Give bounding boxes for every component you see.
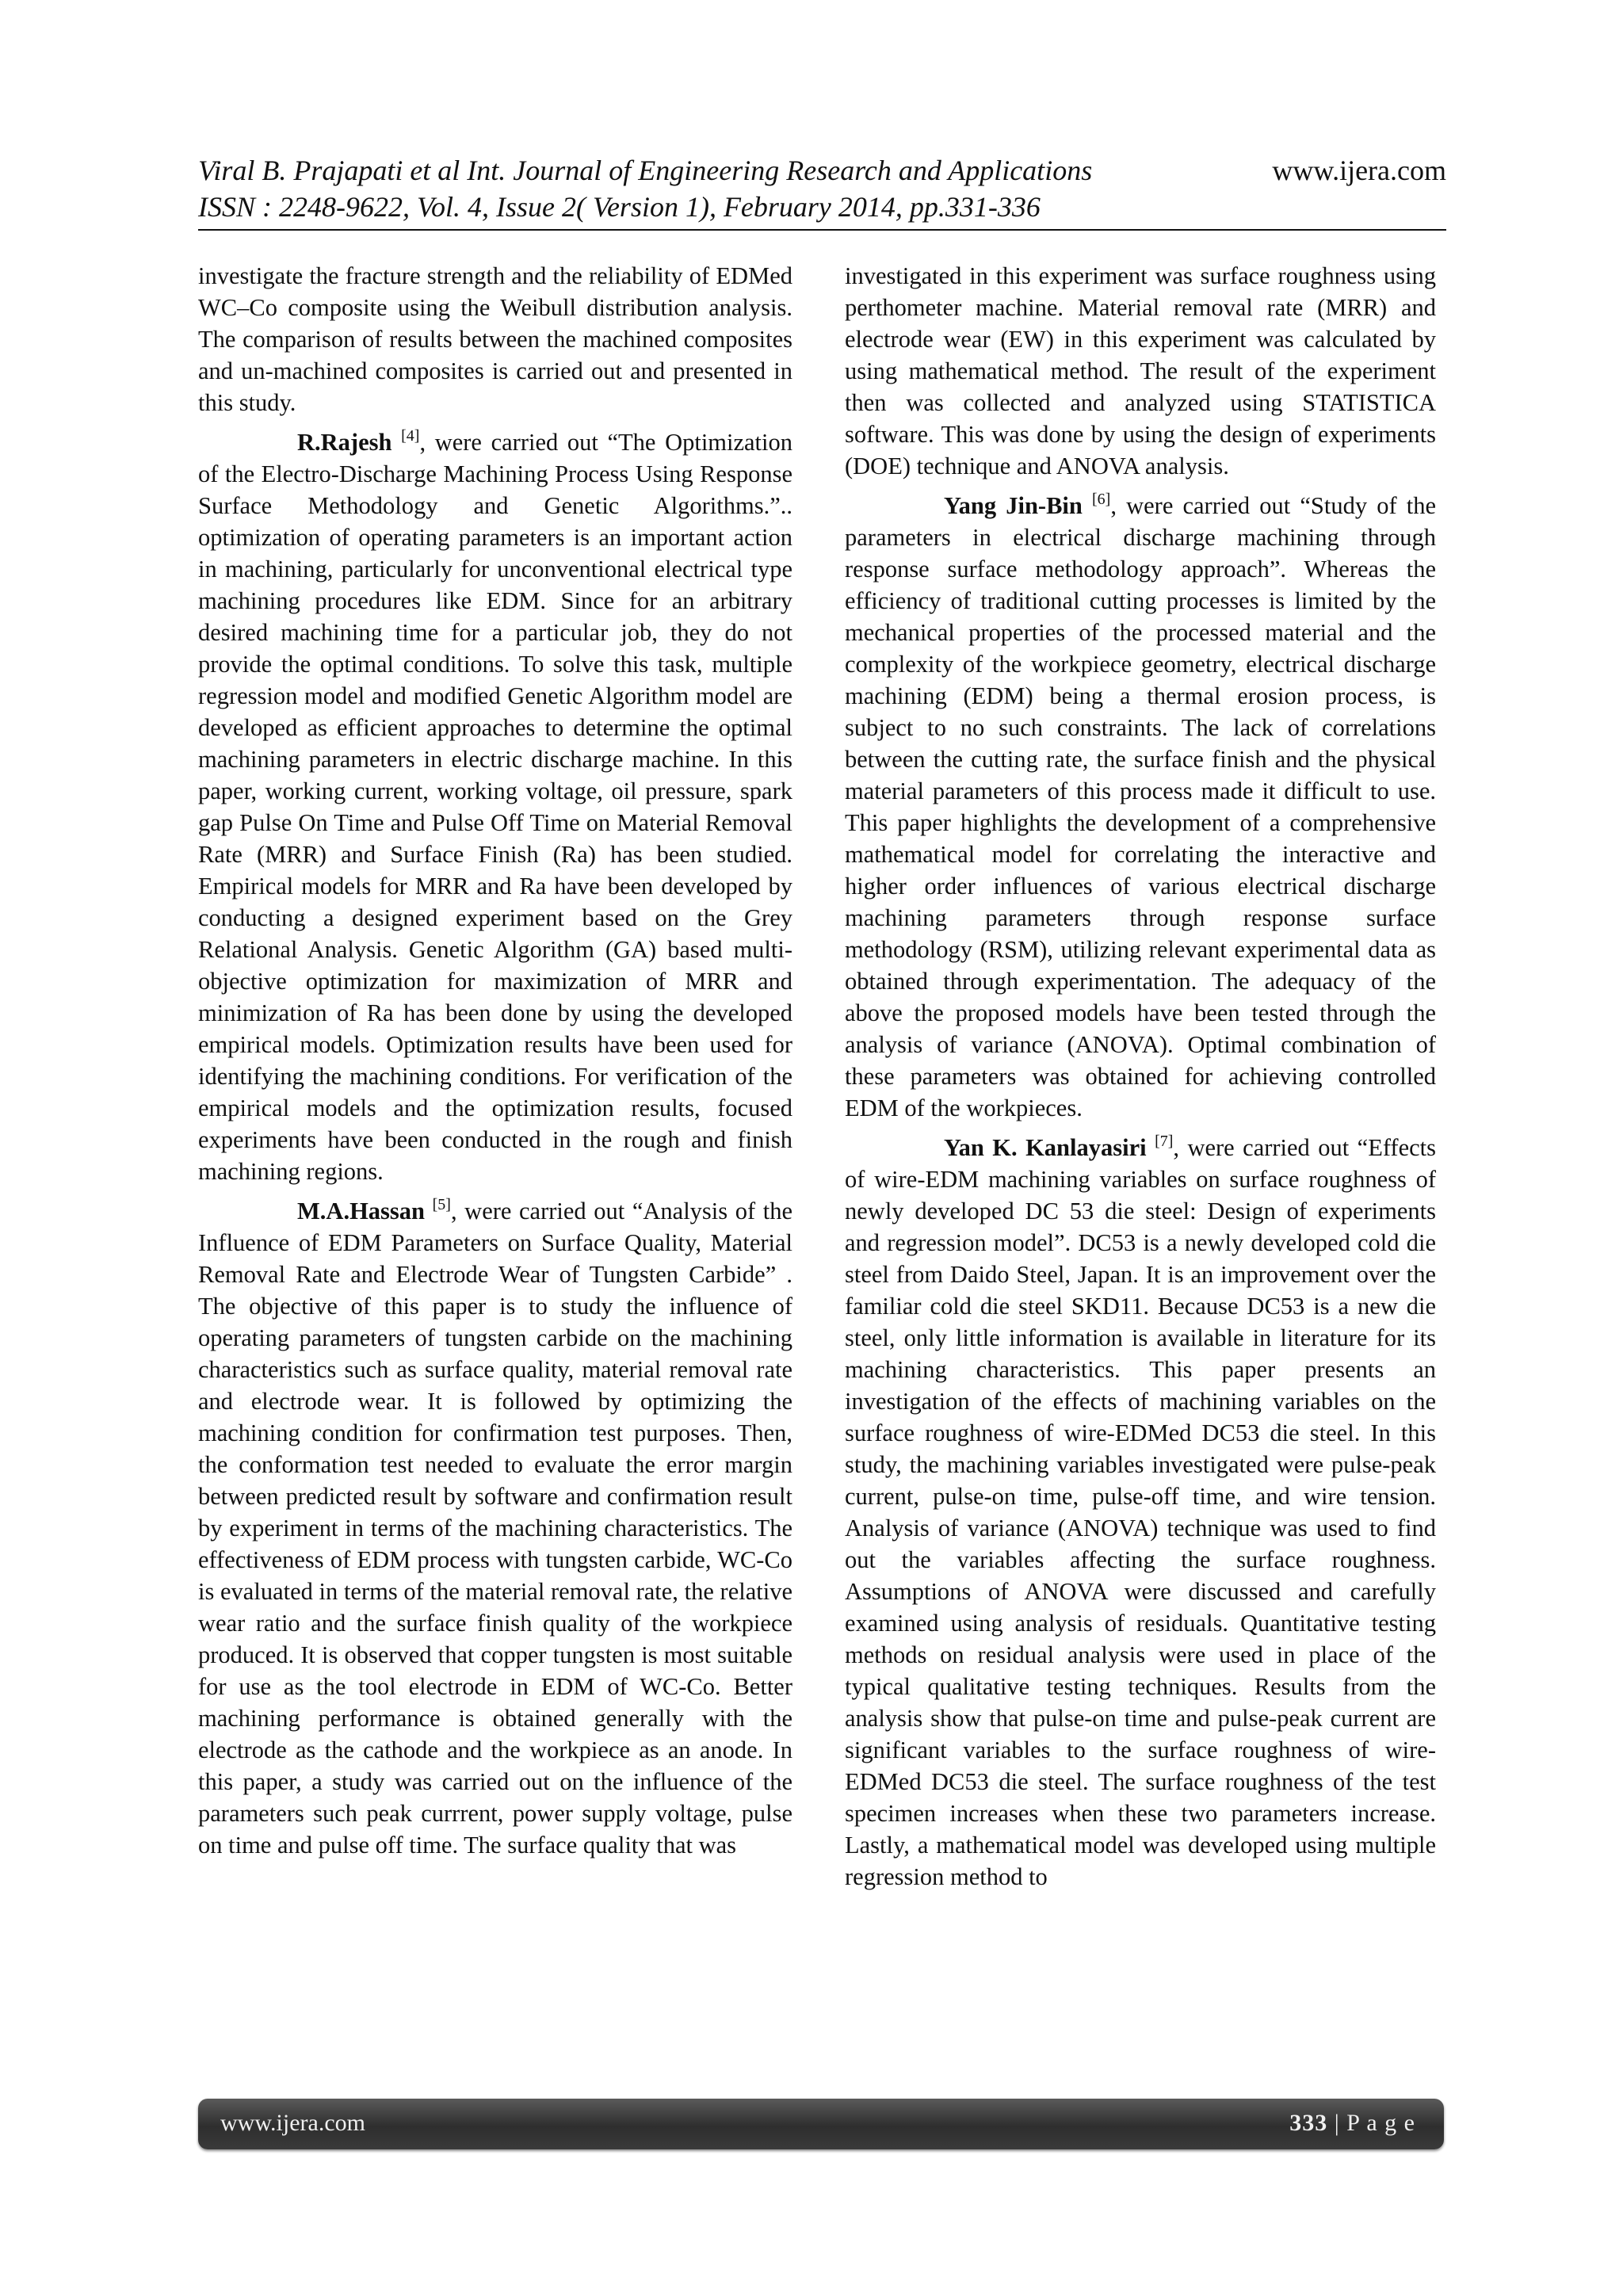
paragraph: investigated in this experiment was surface roughness using perthometer machine. Material removal rate (MRR) and electrode wear (EW) in this experiment was calculated by using mathematical method. The result of the experiment then was collected and analyzed using STATISTICA software. This was done by using the design of experiments (DOE) technique and ANOVA analysis. xyxy=(845,262,1436,479)
paragraph-hassan xyxy=(198,1195,792,1861)
paragraph-kanlayasiri xyxy=(845,1132,1436,1893)
journal-url[interactable]: www.ijera.com xyxy=(1272,155,1446,186)
paragraph: investigate the fracture strength and the reliability of EDMed WC–Co composite using the Weibull distribution analysis. The comparison of results between the machined composites and un-machined composites is carried out and presented in this study. xyxy=(198,262,792,416)
citation-ref: [5] xyxy=(432,1196,451,1213)
header-divider xyxy=(198,229,1446,231)
paragraph-body: , were carried out “The Optimization of the Electro-Discharge Machining Process Using Response Surface Methodology and Genetic Algorithms.”.. optimization of operating parameters is an important action in machining, particularly for unconventional electrical type machining procedures like EDM. Since for an arbitrary desired machining time for a particular job, they do not provide the optimal conditions. To solve this task, multiple regression model and modified Genetic Algorithm model are developed as efficient approaches to determine the optimal machining parameters in electric discharge machine. In this paper, working current, working voltage, oil pressure, spark gap Pulse On Time and Pulse Off Time on Material Removal Rate (MRR) and Surface Finish (Ra) has been studied. Empirical models for MRR and Ra have been developed by conducting a designed experiment based on the Grey Relational Analysis. Genetic Algorithm (GA) based multi-objective optimization for maximization of MRR and minimization of Ra has been done by using the developed empirical models. Optimization results have been used for identifying the machining conditions. For verification of the empirical models and the optimization results, focused experiments have been conducted in the rough and finish machining regions. xyxy=(198,429,793,1185)
paragraph-yang xyxy=(845,490,1436,1124)
footer-url[interactable]: www.ijera.com xyxy=(220,2110,365,2136)
page-label: | P a g e xyxy=(1327,2110,1415,2136)
citation-ref: [4] xyxy=(401,427,420,445)
left-column xyxy=(198,260,792,1861)
author-name: R.Rajesh xyxy=(297,429,392,456)
paragraph-body: , were carried out “Analysis of the Influence of EDM Parameters on Surface Quality, Material Removal Rate and Electrode Wear of Tungsten Carbide” . The objective of this paper is to study the influence of operating parameters of tungsten carbide on the machining characteristics such as surface quality, material removal rate and electrode wear. It is followed by optimizing the machining condition for confirmation test purposes. Then, the conformation test needed to evaluate the error margin between predicted result by software and confirmation result by experiment in terms of the machining characteristics. The effectiveness of EDM process with tungsten carbide, WC-Co is evaluated in terms of the material removal rate, the relative wear ratio and the surface finish quality of the workpiece produced. It is observed that copper tungsten is most suitable for use as the tool electrode in EDM of WC-Co. Better machining performance is obtained generally with the electrode as the cathode and the workpiece as an anode. In this paper, a study was carried out on the influence of the parameters such peak currrent, power supply voltage, pulse on time and pulse off time. The surface quality that was xyxy=(198,1198,793,1859)
author-name: M.A.Hassan xyxy=(297,1198,425,1224)
paragraph-rajesh xyxy=(198,426,792,1187)
running-header xyxy=(198,152,1446,225)
page-indicator xyxy=(1289,2110,1415,2137)
citation-ref: [6] xyxy=(1092,491,1111,508)
journal-citation: Viral B. Prajapati et al Int. Journal of Engineering Research and Applications xyxy=(198,155,1093,186)
paragraph-body: , were carried out “Study of the parameters in electrical discharge machining through response surface methodology approach”. Whereas the efficiency of traditional cutting processes is limited by the mechanical properties of the processed material and the complexity of the workpiece geometry, electrical discharge machining (EDM) being a thermal erosion process, is subject to no such constraints. The lack of correlations between the cutting rate, the surface finish and the physical material parameters of this process made it difficult to use. This paper highlights the development of a comprehensive mathematical model for correlating the interactive and higher order influences of various electrical discharge machining parameters through response surface methodology (RSM), utilizing relevant experimental data as obtained through experimentation. The adequacy of the above the proposed models have been tested through the analysis of variance (ANOVA). Optimal combination of these parameters was obtained for achieving controlled EDM of the workpieces. xyxy=(845,492,1437,1121)
citation-ref: [7] xyxy=(1155,1133,1174,1150)
journal-issn-line: ISSN : 2248-9622, Vol. 4, Issue 2( Version 1), February 2014, pp.331-336 xyxy=(198,191,1041,223)
journal-header-line1 xyxy=(198,152,1446,189)
author-name: Yan K. Kanlayasiri xyxy=(944,1134,1147,1161)
page-footer-bar xyxy=(198,2099,1444,2149)
author-name: Yang Jin-Bin xyxy=(944,492,1083,519)
paragraph-body: , were carried out “Effects of wire-EDM machining variables on surface roughness of newly developed DC 53 die steel: Design of experiments and regression model”. DC53 is a newly developed cold die steel from Daido Steel, Japan. It is an improvement over the familiar cold die steel SKD11. Because DC53 is a new die steel, only little information is available in literature for its machining characteristics. This paper presents an investigation of the effects of machining variables on the surface roughness of wire-EDMed DC53 die steel. In this study, the machining variables investigated were pulse-peak current, pulse-on time, pulse-off time, and wire tension. Analysis of variance (ANOVA) technique was used to find out the variables affecting the surface roughness. Assumptions of ANOVA were discussed and carefully examined using analysis of residuals. Quantitative testing methods on residual analysis were used in place of the typical qualitative testing techniques. Results from the analysis show that pulse-on time and pulse-peak current are significant variables to the surface roughness of wire-EDMed DC53 die steel. The surface roughness of the test specimen increases when these two parameters increase. Lastly, a mathematical model was developed using multiple regression method to xyxy=(845,1134,1437,1890)
right-column xyxy=(845,260,1436,1893)
page-number: 333 xyxy=(1289,2110,1328,2136)
